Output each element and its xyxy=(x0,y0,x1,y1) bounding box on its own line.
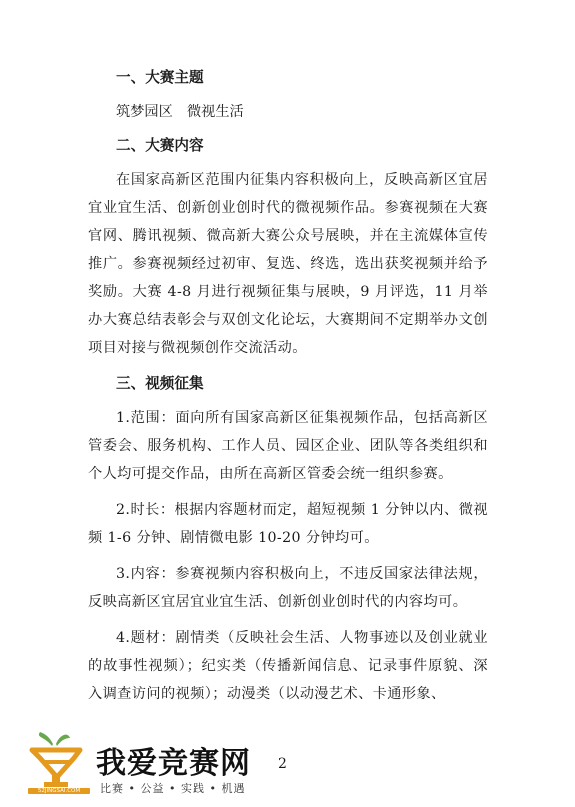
section-content xyxy=(88,132,488,362)
watermark-title: 我爱竞赛网 xyxy=(96,746,251,781)
paragraph: 4.题材：剧情类（反映社会生活、人物事迹以及创业就业的故事性视频）；纪实类（传播新闻信息、记录事件原貌、深入调查访问的视频）；动漫类（以动漫艺术、卡通形象、 xyxy=(88,630,488,702)
page-number: 2 xyxy=(278,756,287,772)
paragraph: 筑梦园区 微视生活 xyxy=(116,104,244,120)
paragraph: 在国家高新区范围内征集内容积极向上，反映高新区宜居宜业宜生活、创新创业创时代的微视频作品。参赛视频在大赛官网、腾讯视频、微高新大赛公众号展映，并在主流媒体宣传推广。参赛视频经过初审、复选、终选，选出获奖视频并给予奖励。大赛 4-8 月进行视频征集与展映，9 月评选，11 月举办大赛总结表彰会与双创文化论坛，大赛期间不定期举办文创项目对接与微视频创作交流活动。 xyxy=(88,172,488,356)
paragraph: 1.范围：面向所有国家高新区征集视频作品，包括高新区管委会、服务机构、工作人员、园区企业、团队等各类组织和个人均可提交作品，由所在高新区管委会统一组织参赛。 xyxy=(88,410,488,482)
section-heading: 一、大赛主题 xyxy=(116,69,204,86)
section-heading: 三、视频征集 xyxy=(116,375,204,392)
paragraph: 3.内容：参赛视频内容积极向上，不违反国家法律法规，反映高新区宜居宜业宜生活、创新创业创时代的内容均可。 xyxy=(88,566,488,610)
document-body xyxy=(88,64,488,716)
watermark-subtitle: 比赛 • 公益 • 实践 • 机遇 xyxy=(100,782,246,795)
section-collection xyxy=(88,370,488,708)
section-theme xyxy=(88,64,488,126)
paragraph: 2.时长：根据内容题材而定，超短视频 1 分钟以内、微视频 1-6 分钟、剧情微电影 10-20 分钟均可。 xyxy=(88,502,488,546)
watermark-url: 52JINGSAI.COM xyxy=(28,788,90,794)
watermark xyxy=(22,728,282,800)
section-heading: 二、大赛内容 xyxy=(116,137,204,154)
